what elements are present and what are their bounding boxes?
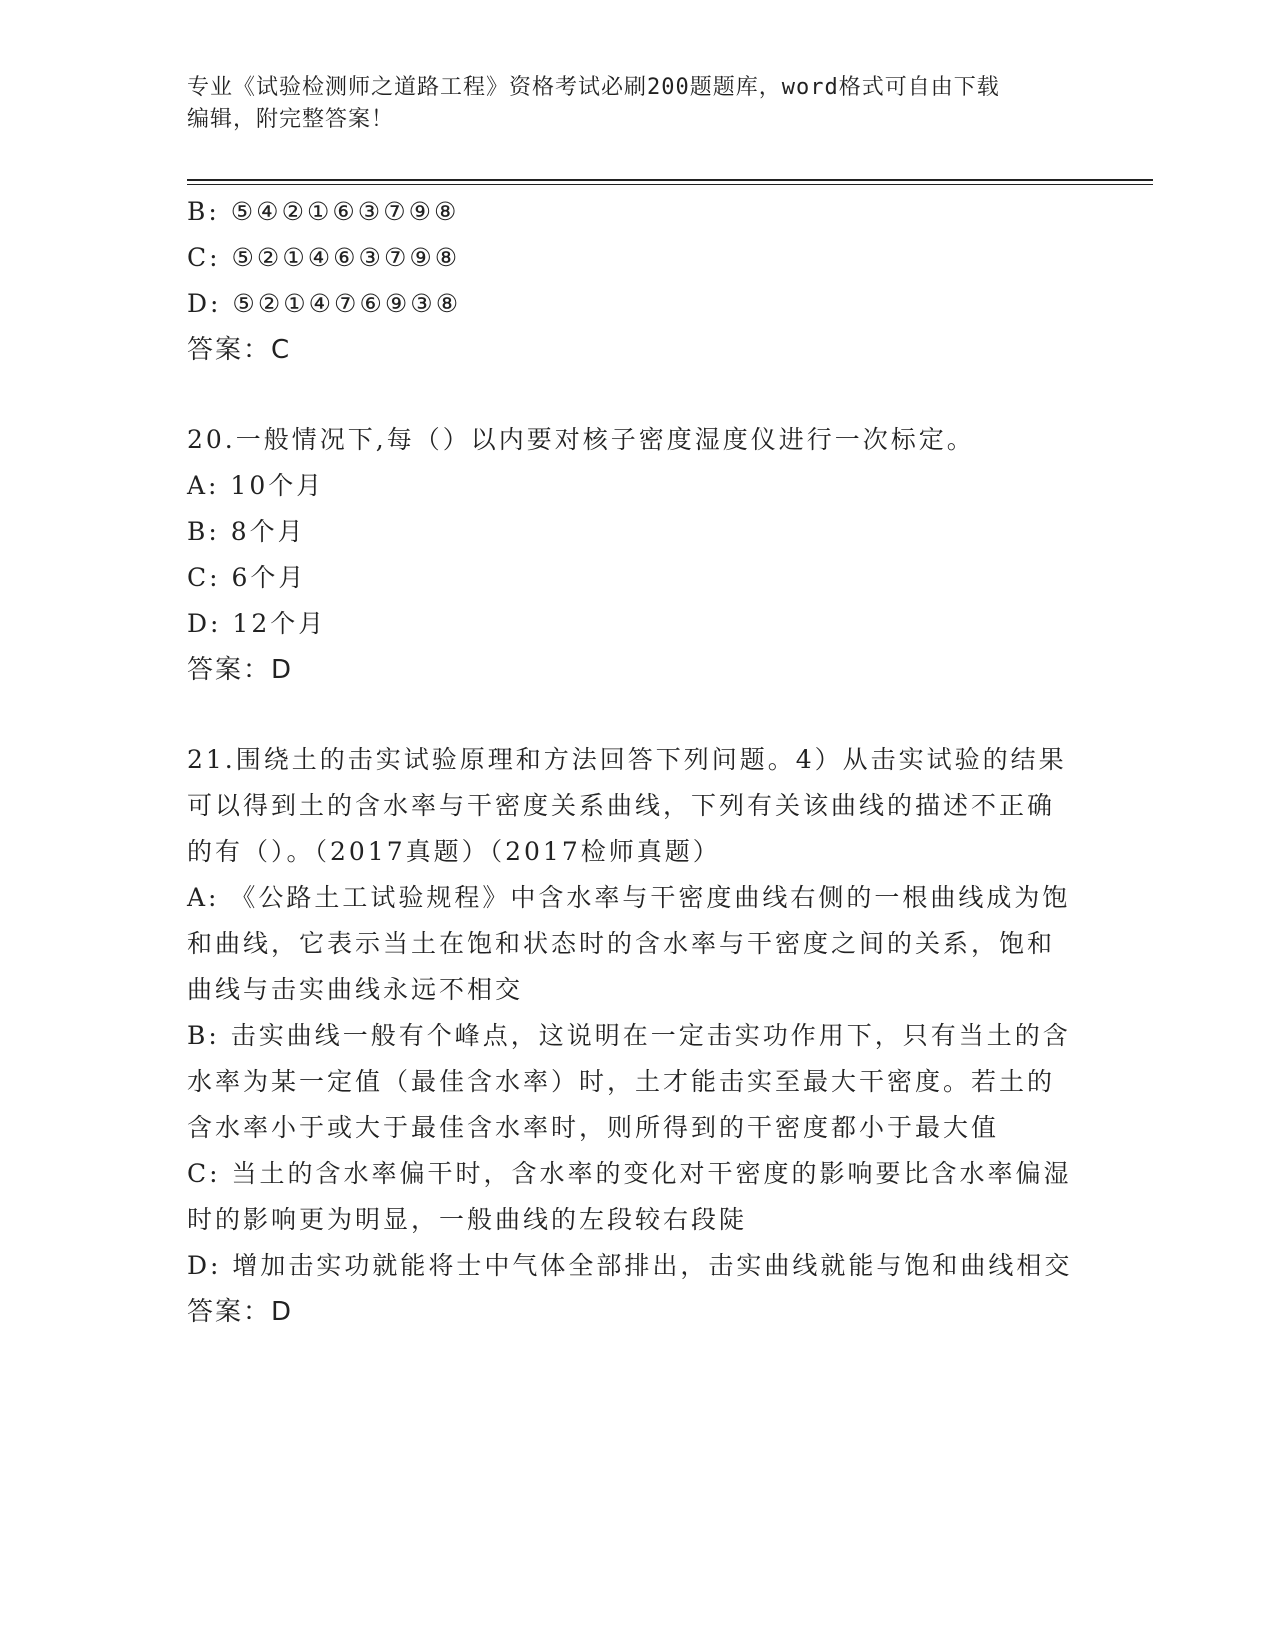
q20-question: 20.一般情况下,每（）以内要对核子密度湿度仪进行一次标定。 [187,425,975,454]
q19-option-b: B: ⑤④②①⑥③⑦⑨⑧ [187,197,460,226]
header-rule-thin [187,184,1153,185]
q21-option-b: B: 击实曲线一般有个峰点，这说明在一定击实功作用下，只有当土的含水率为某一定值（最佳含水率）时，土才能击实至最大干密度。若土的含水率小于或大于最佳含水率时，则所得到的干密度都小于最大值 [187,1021,1071,1142]
q21-answer: 答案：D [187,1297,294,1327]
q21-option-a: A: 《公路土工试验规程》中含水率与干密度曲线右侧的一根曲线成为饱和曲线，它表示当土在饱和状态时的含水率与干密度之间的关系，饱和曲线与击实曲线永远不相交 [187,883,1071,1004]
q19-option-c: C: ⑤②①④⑥③⑦⑨⑧ [187,243,461,272]
header-rule-thick [187,179,1153,181]
q19-option-d: D: ⑤②①④⑦⑥⑨③⑧ [187,289,462,318]
q20-option-a: A: 10个月 [187,471,325,500]
q20-option-c: C: 6个月 [187,563,307,592]
header-line-1: 专业《试验检测师之道路工程》资格考试必刷200题题库，word格式可自由下载 [187,75,1000,100]
q21-question: 21.围绕土的击实试验原理和方法回答下列问题。4）从击实试验的结果可以得到土的含水率与干密度关系曲线，下列有关该曲线的描述不正确的有（）。（2017真题）（2017检师真题） [187,745,1067,866]
question-content [187,189,1077,1335]
q21-option-c: C: 当土的含水率偏干时，含水率的变化对干密度的影响要比含水率偏湿时的影响更为明显，一般曲线的左段较右段陡 [187,1159,1072,1234]
q20-option-b: B: 8个月 [187,517,306,546]
q20-answer: 答案：D [187,655,294,685]
page-header [187,72,1067,136]
q21-option-d: D: 增加击实功就能将士中气体全部排出，击实曲线就能与饱和曲线相交 [187,1251,1073,1280]
q20-option-d: D: 12个月 [187,609,327,638]
header-line-2: 编辑，附完整答案！ [187,107,395,132]
q19-answer: 答案：C [187,335,292,365]
